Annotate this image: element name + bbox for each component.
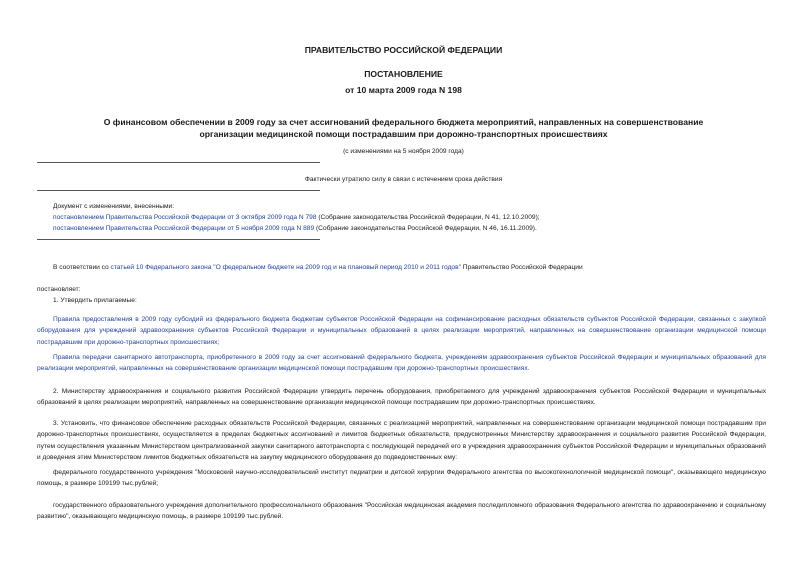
decree-word: постановляет: bbox=[37, 286, 81, 293]
document-title: О финансовом обеспечении в 2009 году за счет ассигнований федерального бюджета мероприятий, направленных на совершенствование организации медицинской помощи пострадавшим при дорожно-транспортных происшествиях bbox=[103, 117, 704, 139]
change-link-1[interactable]: постановлением Правительства Российской Федерации от 3 октября 2009 года N 798 bbox=[53, 214, 317, 221]
divider-middle bbox=[37, 190, 320, 191]
changes-intro: Документ с изменениями, внесенными: bbox=[53, 203, 175, 210]
lost-force-status: Фактически утратило силу в связи с истечением срока действия bbox=[304, 176, 503, 183]
item-2: 2. Министерству здравоохранения и социального развития Российской Федерации утвердить перечень оборудования, приобретаемого для учреждений здравоохранения субъектов Российской Федерации и муниципальных образований в целях реализации мероприятий, направленных на совершенствование организации медицинской помощи пострадавшим при дорожно-транспортных происшествиях. bbox=[37, 388, 766, 407]
item-3: 3. Установить, что финансовое обеспечение расходных обязательств Российской Федерации, связанных с реализацией мероприятий, направленных на совершенствование организации медицинской помощи пострадавшим при дорожно-транспортных происшествиях, осуществляется в пределах бюджетных ассигнований и лимитов бюджетных обязательств, предусмотренных Министерству здравоохранения и социального развития Российской Федерации, путем осуществления указанным Министерством централизованной закупки санитарного автотранспорта с последующей передачей его в учреждения здравоохранения субъектов Российской Федерации и муниципальных образований и доведения этим Министерством лимитов бюджетных обязательств на закупку медицинского оборудования до подведомственных ему: bbox=[37, 420, 766, 461]
federal-law-link[interactable]: статьей 10 Федерального закона "О федеральном бюджете на 2009 год и на плановый период 2010 и 2011 годов" bbox=[110, 264, 461, 271]
change-source-1: (Собрание законодательства Российской Федерации, N 41, 12.10.2009); bbox=[316, 214, 540, 221]
institution-2: государственного образовательного учреждения дополнительного профессионального образования "Российская медицинская академия последипломного образования Федерального агентства по здравоохранению и социальному развитию", оказывающего медицинскую помощь, в размере 109199 тыс.рублей. bbox=[37, 502, 766, 521]
rules-transport-link[interactable]: Правила передачи санитарного автотранспорта, приобретенного в 2009 году за счет ассигнований федерального бюджета, учреждениям здравоохранения субъектов Российской Федерации и муниципальных образований для реализации мероприятий, направленных на совершенствование организации медицинской помощи пострадавшим при дорожно-транспортных происшествиях. bbox=[37, 354, 766, 373]
preamble bbox=[53, 264, 583, 271]
item-1: 1. Утвердить прилагаемые: bbox=[53, 297, 137, 304]
change-link-2[interactable]: постановлением Правительства Российской Федерации от 5 ноября 2009 года N 889 bbox=[53, 225, 315, 232]
institution-1: федерального государственного учреждения "Московский научно-исследовательский институт педиатрии и детской хирургии Федерального агентства по высокотехнологичной медицинской помощи", оказывающего медицинскую помощь, в размере 109199 тыс.рублей; bbox=[37, 469, 766, 488]
preamble-end: Правительство Российской Федерации bbox=[460, 264, 583, 271]
date-number-heading: от 10 марта 2009 года N 198 bbox=[345, 85, 462, 95]
change-source-2: (Собрание законодательства Российской Федерации, N 46, 16.11.2009). bbox=[314, 225, 537, 232]
change-item-2 bbox=[53, 225, 537, 232]
government-heading: ПРАВИТЕЛЬСТВО РОССИЙСКОЙ ФЕДЕРАЦИИ bbox=[304, 45, 503, 55]
change-item-1 bbox=[53, 214, 540, 221]
rules-subsidies-link[interactable]: Правила предоставления в 2009 году субсидий из федерального бюджета бюджетам субъектов Российской Федерации на софинансирование расходных обязательств субъектов Российской Федерации, связанных с закупкой оборудования для учреждений здравоохранения субъектов Российской Федерации и муниципальных образований в целях реализации мероприятий, направленных на совершенствование организации медицинской помощи пострадавшим при дорожно-транспортных происшествиях; bbox=[37, 316, 766, 346]
divider-bottom bbox=[37, 239, 320, 240]
divider-top bbox=[37, 162, 320, 163]
preamble-start: В соответствии со bbox=[53, 264, 111, 271]
amendment-note: (с изменениями на 5 ноября 2009 года) bbox=[343, 148, 464, 155]
document-type-heading: ПОСТАНОВЛЕНИЕ bbox=[364, 69, 443, 79]
